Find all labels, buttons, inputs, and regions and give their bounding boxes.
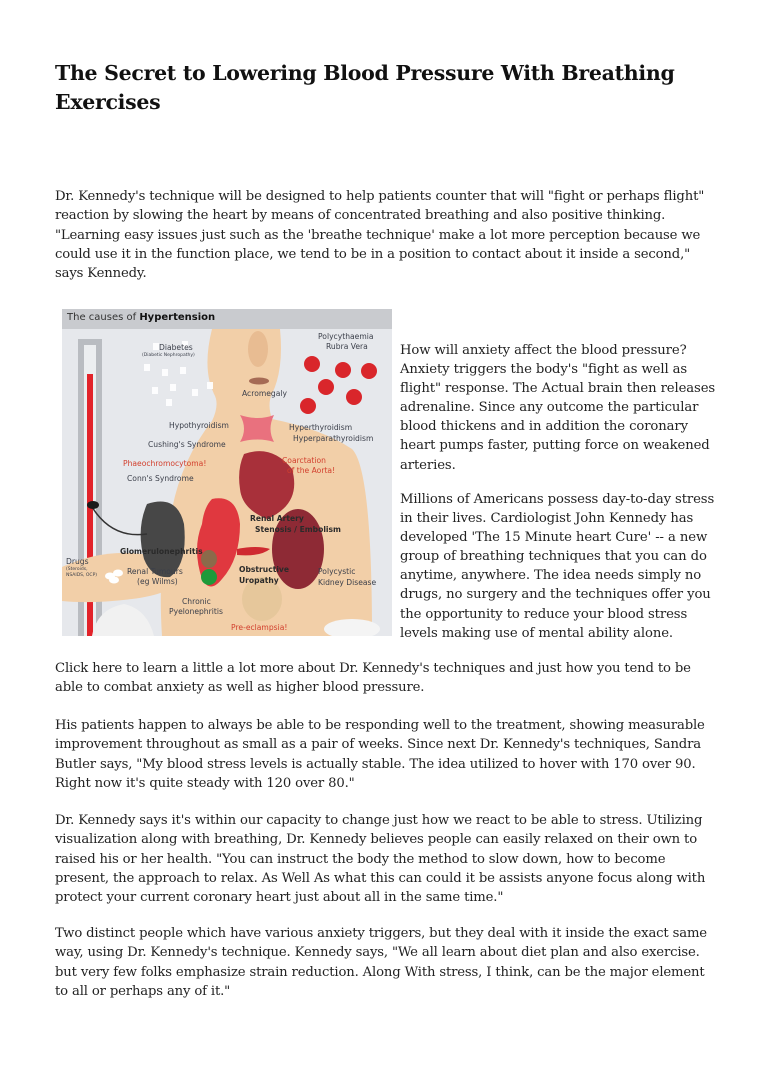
label-glomerulonephritis: Glomerulonephritis <box>120 547 203 556</box>
label-polycystic-2: Kidney Disease <box>318 578 377 587</box>
label-drugs: Drugs <box>66 557 89 566</box>
label-acromegaly: Acromegaly <box>242 389 287 398</box>
label-polycythaemia-2: Rubra Vera <box>326 342 368 351</box>
side-paragraph-1: How will anxiety affect the blood pressure? Anxiety triggers the body's "fight as well as flight" response. The Actual brain then releases adrenaline. Since any outcome the particular blood thickens and in addition the coronary heart pumps faster, putting force on weakened arteries. <box>400 343 716 473</box>
hypertension-causes-figure <box>62 309 392 636</box>
label-coarctation-1: Coarctation <box>282 456 326 465</box>
label-renal-artery-1: Renal Artery <box>250 514 304 523</box>
intro-paragraph: Dr. Kennedy's technique will be designed to help patients counter that will "fight or perhaps flight" reaction by slowing the heart by means of concentrated breathing and also positive thinking. "Learning easy issues just such as the 'breathe technique' make a lot more perception because we could use it in the function place, we tend to be in a position to contact about it inside a second," says Kennedy. <box>55 189 705 282</box>
figure-title-bar <box>62 309 392 329</box>
label-drugs-sub-1: (Steroids, <box>66 567 88 572</box>
body-paragraph-1: His patients happen to always be able to be responding well to the treatment, showing measurable improvement throughout as small as a pair of weeks. Since next Dr. Kennedy's techniques, Sandra Butler says, "My blood stress levels is actually stable. The idea utilized to hover with 170 over 90. Right now it's quite steady with 120 over 80." <box>55 718 705 791</box>
label-phaeochromocytoma: Phaeochromocytoma! <box>123 459 207 468</box>
label-obstructive-1: Obstructive <box>239 565 290 574</box>
body-paragraph-2: Dr. Kennedy says it's within our capacity to change just how we react to be able to stress. Utilizing visualization along with breathing, Dr. Kennedy believes people can easily relaxed on their own to raised his or her health. "You can instruct the body the method to slow down, how to become present, the approach to relax. As Well As what this can could it be assists anyone focus along with protect your current coronary heart just about all in the same time." <box>55 813 706 906</box>
label-conns: Conn's Syndrome <box>127 474 194 483</box>
label-preeclampsia: Pre-eclampsia! <box>231 623 288 632</box>
thyroid-shape <box>240 415 274 442</box>
side-paragraph-2: Millions of Americans possess day-to-day stress in their lives. Cardiologist John Kennedy has developed 'The 15 Minute heart Cure' -- a new group of breathing techniques that you can do anytime, anywhere. The idea needs simply no drugs, no surgery and the techniques offer you the opportunity to reduce your blood stress levels making use of mental ability alone. <box>400 492 715 641</box>
label-polycystic-1: Polycystic <box>318 567 356 576</box>
label-renal-tumours-1: Renal Tumours <box>127 567 183 576</box>
label-diabetes: Diabetes <box>159 343 193 352</box>
label-hyperthyroidism: Hyperthyroidism <box>289 423 353 432</box>
label-drugs-sub-2: NSAIDS, OCP) <box>66 573 98 578</box>
body-paragraph-3: Two distinct people which have various anxiety triggers, but they deal with it inside the exact same way, using Dr. Kennedy's technique. Kennedy says, "We all learn about diet plan and also exercise. but very few folks emphasize strain reduction. Along With stress, I think, can be the major element to all or perhaps any of it." <box>55 926 707 999</box>
label-polycythaemia-1: Polycythaemia <box>318 332 374 341</box>
label-renal-artery-2: Stenosis / Embolism <box>255 525 341 534</box>
label-coarctation-2: of the Aorta! <box>287 466 336 475</box>
body-paragraph-link[interactable]: Click here to learn a little a lot more about Dr. Kennedy's techniques and just how you tend to be able to combat anxiety as well as higher blood pressure. <box>55 661 691 696</box>
label-hyperparathyroidism: Hyperparathyroidism <box>293 434 374 443</box>
label-renal-tumours-2: (eg Wilms) <box>137 577 178 586</box>
label-diabetes-sub: (Diabetic Nephropathy) <box>142 353 195 358</box>
page-title: The Secret to Lowering Blood Pressure With Breathing Exercises <box>55 61 675 114</box>
label-chronic-1: Chronic <box>182 597 211 606</box>
label-hypothyroidism: Hypothyroidism <box>169 421 229 430</box>
figure-title: The causes of Hypertension <box>67 312 216 323</box>
label-chronic-2: Pyelonephritis <box>169 607 223 616</box>
label-cushings: Cushing's Syndrome <box>148 440 226 449</box>
label-obstructive-2: Uropathy <box>239 576 279 585</box>
